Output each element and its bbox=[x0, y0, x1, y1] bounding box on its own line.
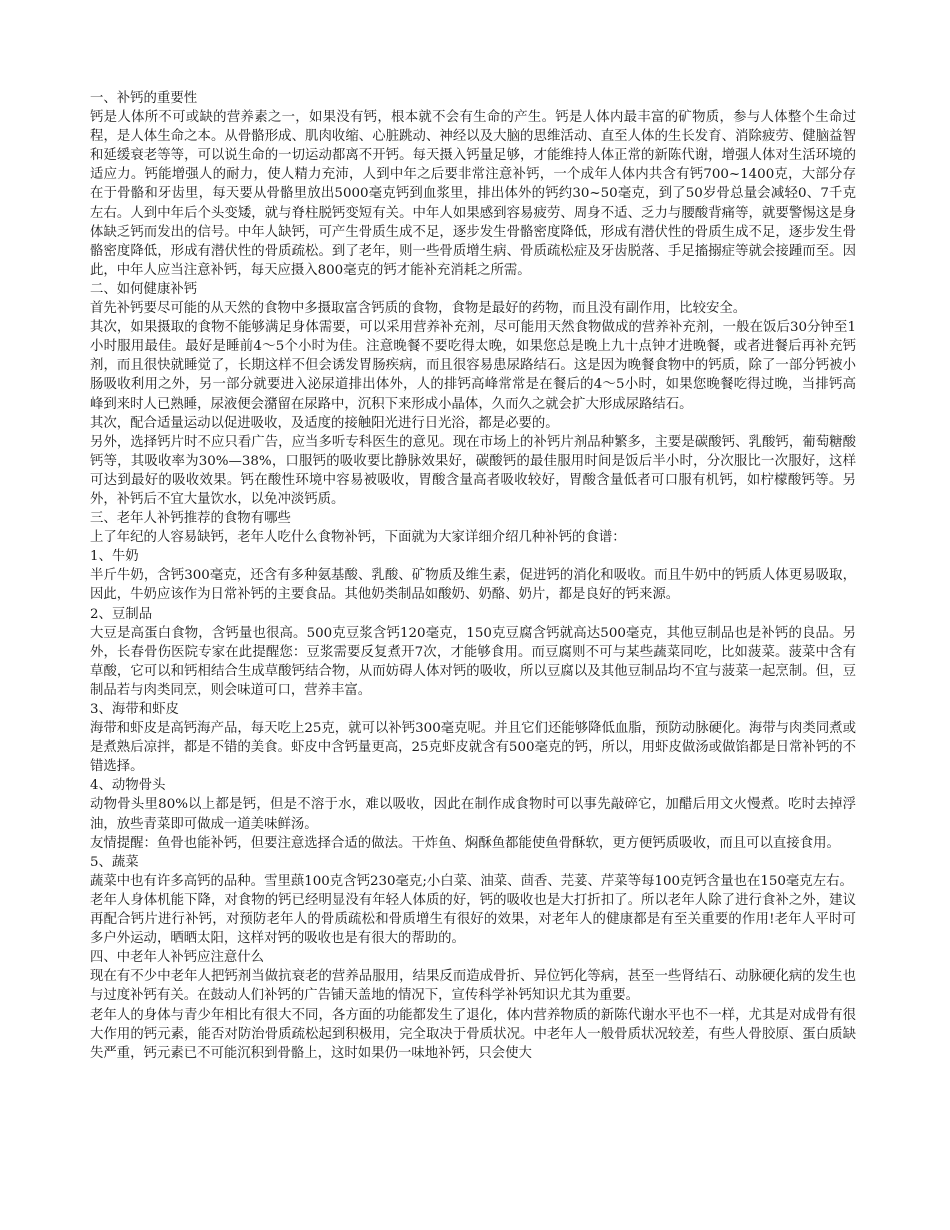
section-heading: 二、如何健康补钙 bbox=[90, 281, 198, 297]
paragraph: 老年人的身体与青少年相比有很大不同，各方面的功能都发生了退化，体内营养物质的新陈代谢水平也不一样，尤其是对成骨有很大作用的钙元素，能否对防治骨质疏松起到积极用，完全取决于骨质状况。中老年人一般骨质状况较差，有些人骨胶原、蛋白质缺失严重，钙元素已不可能沉积到骨骼上，这时如果仍一味地补钙，只会使大 bbox=[90, 1007, 856, 1061]
subsection-heading: 2、豆制品 bbox=[90, 606, 153, 622]
section-heading: 三、老年人补钙推荐的食物有哪些 bbox=[90, 511, 291, 527]
paragraph: 现在有不少中老年人把钙剂当做抗衰老的营养品服用，结果反而造成骨折、异位钙化等病，甚至一些肾结石、动脉硬化病的发生也与过度补钙有关。在鼓动人们补钙的广告铺天盖地的情况下，宣传科学补钙知识尤其为重要。 bbox=[90, 969, 856, 1004]
subsection-heading: 3、海带和虾皮 bbox=[90, 702, 179, 717]
section-heading: 四、中老年人补钙应注意什么 bbox=[90, 950, 265, 966]
paragraph: 半斤牛奶，含钙300毫克，还含有多种氨基酸、乳酸、矿物质及维生素，促进钙的消化和吸收。而且牛奶中的钙质人体更易吸取，因此，牛奶应该作为日常补钙的主要食品。其他奶类制品如酸奶、奶酪、奶片，都是良好的钙来源。 bbox=[90, 568, 856, 603]
paragraph: 上了年纪的人容易缺钙，老年人吃什么食物补钙，下面就为大家详细介绍几种补钙的食谱： bbox=[90, 530, 626, 546]
paragraph: 其次，配合适量运动以促进吸收，及适度的接触阳光进行日光浴，都是必要的。 bbox=[90, 415, 559, 431]
paragraph: 老年人身体机能下降，对食物的钙已经明显没有年轻人体质的好，钙的吸收也是大打折扣了。所以老年人除了进行食补之外，建议再配合钙片进行补钙，对预防老年人的骨质疏松和骨质增生有很好的效果，对老年人的健康都是有至关重要的作用!老年人平时可多户外运动，晒晒太阳，这样对钙的吸收也是有很大的帮助的。 bbox=[90, 892, 856, 947]
section-heading: 一、补钙的重要性 bbox=[90, 91, 198, 106]
paragraph: 其次，如果摄取的食物不能够满足身体需要，可以采用营养补充剂，尽可能用天然食物做成的营养补充剂，一般在饭后30分钟至1小时服用最佳。最好是睡前4～5个小时为佳。注意晚餐不要吃得太晚，如果您总是晚上九十点钟才进晚餐，或者进餐后再补充钙剂，而且很快就睡觉了，长期这样不但会诱发胃肠疾病，而且很容易患尿路结石。这是因为晚餐食物中的钙质，除了一部分钙被小肠吸收利用之外，另一部分就要进入泌尿道排出体外，人的排钙高峰常常是在餐后的4～5小时，如果您晚餐吃得过晚，当排钙高峰到来时人已熟睡，尿液便会潴留在尿路中，沉积下来形成小晶体，久而久之就会扩大形成尿路结石。 bbox=[90, 320, 856, 412]
paragraph: 动物骨头里80%以上都是钙，但是不溶于水，难以吸收，因此在制作成食物时可以事先敲碎它，加醋后用文火慢煮。吃时去掉浮油，放些青菜即可做成一道美味鲜汤。 bbox=[90, 797, 856, 832]
subsection-heading: 4、动物骨头 bbox=[90, 778, 166, 794]
document-body bbox=[90, 89, 856, 1063]
subsection-heading: 5、蔬菜 bbox=[90, 854, 139, 870]
paragraph: 大豆是高蛋白食物，含钙量也很高。500克豆浆含钙120毫克，150克豆腐含钙就高达500毫克，其他豆制品也是补钙的良品。另外，长春骨伤医院专家在此提醒您：豆浆需要反复煮开7次，才能够食用。而豆腐则不可与某些蔬菜同吃，比如菠菜。菠菜中含有草酸，它可以和钙相结合生成草酸钙结合物，从而妨碍人体对钙的吸收，所以豆腐以及其他豆制品均不宜与菠菜一起烹制。但，豆制品若与肉类同烹，则会味道可口，营养丰富。 bbox=[90, 625, 856, 698]
paragraph: 另外，选择钙片时不应只看广告，应当多听专科医生的意见。现在市场上的补钙片剂品种繁多，主要是碳酸钙、乳酸钙，葡萄糖酸钙等，其吸收率为30%—38%，口服钙的吸收要比静脉效果好，碳酸钙的最佳服用时间是饭后半小时，分次服比一次服好，这样可达到最好的吸收效果。钙在酸性环境中容易被吸收，胃酸含量高者吸收较好，胃酸含量低者可口服有机钙，如柠檬酸钙等。另外，补钙后不宜大量饮水，以免冲淡钙质。 bbox=[90, 434, 856, 507]
paragraph: 海带和虾皮是高钙海产品，每天吃上25克，就可以补钙300毫克呢。并且它们还能够降低血脂，预防动脉硬化。海带与肉类同煮或是煮熟后凉拌，都是不错的美食。虾皮中含钙量更高，25克虾皮就含有500毫克的钙，所以，用虾皮做汤或做馅都是日常补钙的不错选择。 bbox=[90, 721, 856, 775]
paragraph: 友情提醒：鱼骨也能补钙，但要注意选择合适的做法。干炸鱼、焖酥鱼都能使鱼骨酥软，更方便钙质吸收，而且可以直接食用。 bbox=[90, 835, 840, 851]
paragraph: 首先补钙要尽可能的从天然的食物中多摄取富含钙质的食物，食物是最好的药物，而且没有副作用，比较安全。 bbox=[90, 301, 747, 317]
paragraph: 蔬菜中也有许多高钙的品种。雪里蕻100克含钙230毫克;小白菜、油菜、茴香、芫荽、芹菜等每100克钙含量也在150毫克左右。 bbox=[90, 873, 853, 889]
subsection-heading: 1、牛奶 bbox=[90, 549, 139, 565]
paragraph: 钙是人体所不可或缺的营养素之一，如果没有钙，根本就不会有生命的产生。钙是人体内最丰富的矿物质，参与人体整个生命过程，是人体生命之本。从骨骼形成、肌肉收缩、心脏跳动、神经以及大脑的思维活动、直至人体的生长发育、消除疲劳、健脑益智和延缓衰老等等，可以说生命的一切运动都离不开钙。每天摄入钙量足够，才能维持人体正常的新陈代谢，增强人体对生活环境的适应力。钙能增强人的耐力，使人精力充沛，人到中年之后要非常注意补钙，一个成年人体内共含有钙700~1400克，大部分存在于骨骼和牙齿里，每天要从骨骼里放出5000毫克钙到血浆里，排出体外的钙约30~50毫克，到了50岁骨总量会减轻0、7千克左右。人到中年后个头变矮，就与脊柱脱钙变短有关。中年人如果感到容易疲劳、周身不适、乏力与腰酸背痛等，就要警惕这是身体缺乏钙而发出的信号。中年人缺钙，可产生骨质生成不足，逐步发生骨骼密度降低，形成有潜伏性的骨质生成不足，逐步发生骨骼密度降低，形成有潜伏性的骨质疏松。到了老年，则一些骨质增生病、骨质疏松症及牙齿脱落、手足搐搦症等就会接踵而至。因此，中年人应当注意补钙，每天应摄入800毫克的钙才能补充消耗之所需。 bbox=[90, 110, 856, 278]
